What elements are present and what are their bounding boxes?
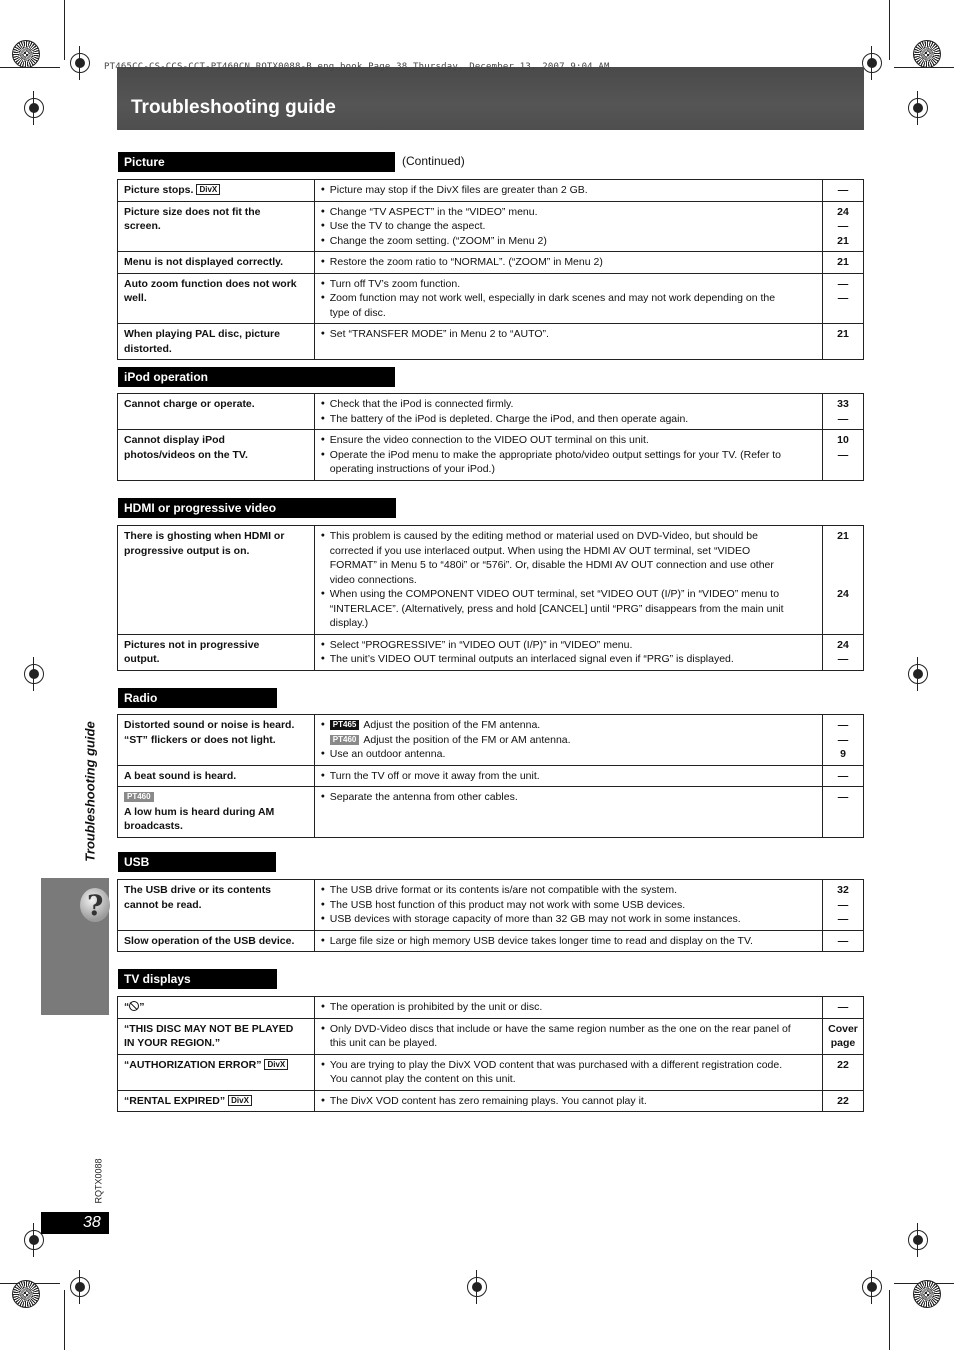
solution-text: display.) bbox=[329, 617, 369, 629]
solution-cell bbox=[314, 180, 822, 202]
section-header: Radio bbox=[118, 688, 277, 708]
page-ref bbox=[825, 544, 861, 559]
symptom-cell bbox=[118, 715, 315, 766]
page-ref-cell bbox=[823, 765, 864, 787]
page-ref-cell bbox=[822, 997, 863, 1019]
solution-line bbox=[321, 277, 816, 292]
page-ref: 24 bbox=[837, 588, 849, 600]
solution-text: “INTERLACE”. (Alternatively, press and hold [CANCEL] until “PRG” disappears from the main unit bbox=[329, 602, 784, 615]
solution-text: corrected if you use interlaced output. When using the HDMI AV OUT terminal, set “VIDEO bbox=[329, 544, 751, 557]
symptom-text: “AUTHORIZATION ERROR” bbox=[124, 1058, 262, 1071]
page-ref: 22 bbox=[837, 1094, 849, 1107]
page-ref-cell bbox=[823, 715, 864, 766]
symptom-cell bbox=[118, 252, 315, 274]
section-header: Picture bbox=[118, 152, 395, 172]
solution-line bbox=[321, 255, 816, 270]
solution-cell bbox=[314, 1054, 822, 1090]
registration-target-icon bbox=[70, 53, 90, 73]
solution-cell bbox=[314, 394, 822, 430]
symptom-text: There is ghosting when HDMI or bbox=[124, 530, 285, 542]
solution-text: Change “TV ASPECT” in the “VIDEO” menu. bbox=[329, 205, 538, 218]
symptom-text: “ST” flickers or does not light. bbox=[124, 733, 276, 746]
symptom-text: “RENTAL EXPIRED” bbox=[124, 1094, 226, 1107]
page-ref: — bbox=[837, 898, 849, 911]
page-ref-cell bbox=[823, 430, 864, 481]
symptom-text: Pictures not in progressive bbox=[124, 638, 260, 651]
solution-text: The USB host function of this product may not work with some USB devices. bbox=[329, 898, 686, 911]
page-ref: — bbox=[837, 769, 849, 782]
section-header: TV displays bbox=[118, 969, 277, 989]
symptom-text: photos/videos on the TV. bbox=[124, 448, 248, 461]
troubleshooting-table bbox=[117, 179, 864, 360]
symptom-text: The USB drive or its contents bbox=[124, 884, 272, 896]
page-ref: — bbox=[837, 184, 849, 196]
solution-line bbox=[321, 573, 816, 588]
solution-line bbox=[321, 1022, 816, 1037]
symptom-cell bbox=[118, 765, 315, 787]
registration-target-icon bbox=[862, 1277, 882, 1297]
solution-line bbox=[321, 587, 816, 602]
page-ref: — bbox=[837, 913, 849, 925]
symptom-text: “THIS DISC MAY NOT BE PLAYED bbox=[124, 1022, 294, 1035]
solution-text: Use an outdoor antenna. bbox=[329, 748, 446, 760]
registration-target-icon bbox=[908, 664, 928, 684]
page-ref: — bbox=[837, 412, 849, 425]
symptom-cell bbox=[118, 880, 315, 931]
table-row bbox=[118, 1054, 864, 1090]
symptom-text: output. bbox=[124, 653, 160, 665]
solution-line bbox=[321, 433, 816, 448]
question-mark-icon: ? bbox=[80, 888, 110, 922]
page-ref: 24 bbox=[837, 205, 849, 218]
solution-line bbox=[321, 602, 816, 617]
table-row bbox=[118, 1018, 864, 1054]
symptom-text: screen. bbox=[124, 220, 161, 232]
page-ref-cell bbox=[823, 787, 864, 838]
solution-text: Set “TRANSFER MODE” in Menu 2 to “AUTO”. bbox=[329, 328, 549, 340]
page-ref-cell bbox=[822, 1018, 863, 1054]
page-ref-cell bbox=[823, 634, 864, 670]
solution-cell bbox=[314, 765, 822, 787]
troubleshooting-table bbox=[117, 996, 864, 1112]
page-ref: 10 bbox=[837, 434, 849, 446]
page-title: Troubleshooting guide bbox=[131, 97, 336, 118]
table-row bbox=[118, 430, 864, 481]
page-ref-cell bbox=[823, 273, 864, 324]
symptom-text: Auto zoom function does not work bbox=[124, 277, 297, 290]
page-ref-cell bbox=[823, 180, 864, 202]
solution-line bbox=[321, 412, 816, 427]
solution-line bbox=[321, 205, 816, 220]
solution-line bbox=[321, 733, 816, 748]
symptom-cell bbox=[118, 430, 315, 481]
solution-cell bbox=[314, 715, 822, 766]
symptom-text: “ bbox=[124, 1001, 130, 1013]
table-row bbox=[118, 634, 864, 670]
troubleshooting-table bbox=[117, 525, 864, 671]
solution-line bbox=[321, 652, 816, 667]
solution-text: type of disc. bbox=[329, 306, 386, 319]
page-ref-cell bbox=[823, 880, 864, 931]
registration-starburst-icon bbox=[12, 1280, 40, 1308]
title-band bbox=[117, 67, 864, 130]
page-ref: 21 bbox=[837, 256, 849, 268]
page-ref-cell bbox=[822, 1054, 863, 1090]
page-ref-cell bbox=[823, 526, 864, 635]
solution-line bbox=[321, 718, 816, 733]
solution-line bbox=[321, 558, 816, 573]
page-ref: — bbox=[837, 719, 849, 731]
solution-text: USB devices with storage capacity of more than 32 GB may not work in some instances. bbox=[329, 913, 741, 925]
solution-cell bbox=[314, 273, 822, 324]
table-row bbox=[118, 201, 864, 252]
table-row bbox=[118, 1090, 864, 1112]
symptom-cell bbox=[118, 634, 315, 670]
table-row bbox=[118, 880, 864, 931]
symptom-cell bbox=[118, 1054, 315, 1090]
symptom-cell bbox=[118, 324, 315, 360]
registration-target-icon bbox=[24, 664, 44, 684]
registration-target-icon bbox=[908, 98, 928, 118]
page-ref: 21 bbox=[837, 234, 849, 247]
doc-code: RQTX0088 bbox=[93, 1158, 104, 1204]
symptom-text: broadcasts. bbox=[124, 820, 183, 832]
solution-cell bbox=[314, 430, 822, 481]
continued-note: (Continued) bbox=[402, 154, 465, 168]
solution-line bbox=[321, 912, 816, 927]
solution-text: Select “PROGRESSIVE” in “VIDEO OUT (I/P)” in “VIDEO” menu. bbox=[329, 638, 633, 651]
symptom-text: Menu is not displayed correctly. bbox=[124, 256, 284, 268]
symptom-cell bbox=[118, 1018, 315, 1054]
solution-text: Change the zoom setting. (“ZOOM” in Menu 2) bbox=[329, 234, 547, 247]
symptom-text: Cannot display iPod bbox=[124, 434, 225, 446]
table-row bbox=[118, 787, 864, 838]
solution-cell bbox=[314, 1018, 822, 1054]
page-ref-cell bbox=[823, 930, 864, 952]
troubleshooting-table bbox=[117, 879, 864, 952]
solution-text: Operate the iPod menu to make the appropriate photo/video output settings for your TV. (Refer to bbox=[329, 448, 781, 461]
page-ref-cell bbox=[823, 201, 864, 252]
registration-starburst-icon bbox=[913, 1280, 941, 1308]
solution-line bbox=[321, 883, 816, 898]
solution-line bbox=[321, 616, 816, 631]
table-row bbox=[118, 252, 864, 274]
solution-text: Large file size or high memory USB device takes longer time to read and display on the TV. bbox=[329, 934, 753, 947]
solution-cell bbox=[314, 634, 822, 670]
solution-line bbox=[321, 306, 816, 321]
solution-line bbox=[321, 769, 816, 784]
symptom-text: ” bbox=[139, 1001, 145, 1013]
solution-line bbox=[321, 291, 816, 306]
solution-cell bbox=[314, 324, 822, 360]
solution-line bbox=[321, 1072, 816, 1087]
table-row bbox=[118, 526, 864, 635]
solution-text: Check that the iPod is connected firmly. bbox=[329, 398, 514, 410]
page-ref: page bbox=[830, 1037, 856, 1049]
registration-target-icon bbox=[467, 1277, 487, 1297]
solution-line bbox=[321, 638, 816, 653]
solution-line bbox=[321, 1058, 816, 1073]
solution-text: The USB drive format or its contents is/are not compatible with the system. bbox=[329, 884, 677, 896]
solution-line bbox=[321, 183, 816, 198]
solution-text: Restore the zoom ratio to “NORMAL”. (“ZOOM” in Menu 2) bbox=[329, 256, 603, 268]
divx-badge: DivX bbox=[196, 184, 220, 195]
solution-text: Adjust the position of the FM antenna. bbox=[363, 719, 541, 731]
solution-line bbox=[321, 747, 816, 762]
page-ref: — bbox=[837, 277, 849, 290]
symptom-text: Cannot charge or operate. bbox=[124, 398, 255, 410]
solution-text: operating instructions of your iPod.) bbox=[329, 463, 495, 475]
solution-text: Use the TV to change the aspect. bbox=[329, 220, 486, 232]
symptom-cell bbox=[118, 930, 315, 952]
solution-text: Separate the antenna from other cables. bbox=[329, 791, 518, 803]
model-badge: PT465 bbox=[330, 720, 360, 730]
registration-starburst-icon bbox=[12, 40, 40, 68]
registration-target-icon bbox=[862, 53, 882, 73]
divx-badge: DivX bbox=[228, 1095, 252, 1106]
table-row bbox=[118, 765, 864, 787]
symptom-text: Distorted sound or noise is heard. bbox=[124, 719, 295, 731]
solution-cell bbox=[314, 880, 822, 931]
section-header: USB bbox=[118, 852, 276, 872]
solution-text: The unit’s VIDEO OUT terminal outputs an interlaced signal even if “PRG” is displayed. bbox=[329, 653, 734, 665]
table-row bbox=[118, 715, 864, 766]
symptom-text: IN YOUR REGION.” bbox=[124, 1037, 221, 1049]
solution-line bbox=[321, 448, 816, 463]
solution-line bbox=[321, 462, 816, 477]
table-row bbox=[118, 324, 864, 360]
symptom-text: Slow operation of the USB device. bbox=[124, 934, 295, 947]
solution-line bbox=[321, 1000, 816, 1015]
page-ref: — bbox=[837, 292, 849, 304]
solution-text: Picture may stop if the DivX files are greater than 2 GB. bbox=[329, 184, 588, 196]
prohibited-icon bbox=[129, 1001, 139, 1011]
solution-line bbox=[321, 934, 816, 949]
model-badge: PT460 bbox=[330, 735, 360, 745]
registration-starburst-icon bbox=[913, 40, 941, 68]
page-ref: — bbox=[837, 220, 849, 232]
model-badge: PT460 bbox=[124, 792, 154, 802]
side-label: Troubleshooting guide bbox=[82, 721, 98, 862]
table-row bbox=[118, 997, 864, 1019]
symptom-text: progressive output is on. bbox=[124, 544, 250, 557]
table-row bbox=[118, 930, 864, 952]
solution-line bbox=[321, 1036, 816, 1051]
page-ref: — bbox=[837, 791, 849, 803]
symptom-text: cannot be read. bbox=[124, 898, 202, 911]
page-ref-cell bbox=[823, 394, 864, 430]
solution-text: Zoom function may not work well, especially in dark scenes and may not work depending on the bbox=[329, 292, 776, 304]
table-row bbox=[118, 180, 864, 202]
symptom-text: Picture size does not fit the bbox=[124, 205, 261, 218]
solution-text: The operation is prohibited by the unit or disc. bbox=[329, 1001, 543, 1013]
solution-text: Turn off TV’s zoom function. bbox=[329, 277, 461, 290]
solution-text: The battery of the iPod is depleted. Charge the iPod, and then operate again. bbox=[329, 412, 689, 425]
page-ref: 32 bbox=[837, 884, 849, 896]
solution-text: Adjust the position of the FM or AM antenna. bbox=[363, 733, 571, 746]
table-row bbox=[118, 394, 864, 430]
solution-text: Ensure the video connection to the VIDEO OUT terminal on this unit. bbox=[329, 434, 649, 446]
page-ref: — bbox=[837, 448, 849, 461]
troubleshooting-table bbox=[117, 393, 864, 481]
symptom-cell bbox=[118, 201, 315, 252]
solution-line bbox=[321, 397, 816, 412]
solution-line bbox=[321, 544, 816, 559]
solution-text: You cannot play the content on this unit. bbox=[329, 1073, 516, 1085]
solution-text: When using the COMPONENT VIDEO OUT terminal, set “VIDEO OUT (I/P)” in “VIDEO” menu to bbox=[329, 588, 780, 600]
symptom-text: Picture stops. bbox=[124, 184, 194, 196]
solution-text: video connections. bbox=[329, 573, 417, 586]
solution-text: Turn the TV off or move it away from the unit. bbox=[329, 769, 540, 782]
file-header: PT465CC-CS-CCS-CCT-PT460CN_RQTX0088-B_eng.book Page 38 Thursday, December 13, 2007 9:04 AM bbox=[104, 62, 610, 72]
solution-cell bbox=[314, 997, 822, 1019]
solution-cell bbox=[314, 526, 822, 635]
solution-line bbox=[321, 898, 816, 913]
symptom-cell bbox=[118, 787, 315, 838]
page-ref: 21 bbox=[837, 328, 849, 340]
registration-target-icon bbox=[24, 98, 44, 118]
page-ref: 33 bbox=[837, 398, 849, 410]
registration-target-icon bbox=[70, 1277, 90, 1297]
solution-line bbox=[321, 234, 816, 249]
symptom-cell bbox=[118, 180, 315, 202]
solution-cell bbox=[314, 930, 822, 952]
solution-line bbox=[321, 219, 816, 234]
registration-target-icon bbox=[908, 1230, 928, 1250]
page-ref-cell bbox=[822, 1090, 863, 1112]
solution-line bbox=[321, 1094, 816, 1109]
symptom-text: When playing PAL disc, picture bbox=[124, 328, 280, 340]
page-ref: — bbox=[837, 733, 849, 746]
solution-text: This problem is caused by the editing method or material used on DVD-Video, but should be bbox=[329, 530, 758, 542]
symptom-cell bbox=[118, 394, 315, 430]
section-header: iPod operation bbox=[118, 367, 395, 387]
symptom-cell bbox=[118, 526, 315, 635]
troubleshooting-table bbox=[117, 714, 864, 838]
page-number: 38 bbox=[41, 1212, 109, 1234]
solution-text: FORMAT” in Menu 5 to “480i” or “576i”. Or, disable the HDMI AV OUT connection and use other bbox=[329, 559, 774, 571]
symptom-cell bbox=[118, 997, 315, 1019]
solution-text: Only DVD-Video discs that include or have the same region number as the one on the rear panel of bbox=[329, 1022, 791, 1035]
page-ref bbox=[825, 573, 861, 588]
solution-line bbox=[321, 529, 816, 544]
divx-badge: DivX bbox=[264, 1059, 288, 1070]
symptom-cell bbox=[118, 1090, 315, 1112]
page-ref: 22 bbox=[837, 1058, 849, 1071]
solution-cell bbox=[314, 1090, 822, 1112]
page-ref: 9 bbox=[840, 748, 846, 760]
section-header: HDMI or progressive video bbox=[118, 498, 396, 518]
page-ref: Cover bbox=[828, 1022, 858, 1035]
symptom-cell bbox=[118, 273, 315, 324]
page-ref: 21 bbox=[837, 530, 849, 542]
page-ref: 24 bbox=[837, 638, 849, 651]
symptom-text: A beat sound is heard. bbox=[124, 769, 237, 782]
solution-cell bbox=[314, 201, 822, 252]
solution-text: this unit can be played. bbox=[329, 1037, 438, 1049]
page-ref: — bbox=[837, 1001, 849, 1013]
table-row bbox=[118, 273, 864, 324]
page-ref: — bbox=[837, 653, 849, 665]
page-ref bbox=[825, 558, 861, 573]
page-ref-cell bbox=[823, 252, 864, 274]
solution-text: The DivX VOD content has zero remaining plays. You cannot play it. bbox=[329, 1094, 647, 1107]
page-ref: — bbox=[837, 934, 849, 947]
solution-text: You are trying to play the DivX VOD content that was purchased with a different registration code. bbox=[329, 1058, 783, 1071]
symptom-text: well. bbox=[124, 292, 147, 304]
solution-line bbox=[321, 790, 816, 805]
solution-cell bbox=[314, 787, 822, 838]
symptom-text: A low hum is heard during AM bbox=[124, 805, 275, 818]
symptom-text: distorted. bbox=[124, 342, 172, 355]
solution-cell bbox=[314, 252, 822, 274]
solution-line bbox=[321, 327, 816, 342]
page-ref-cell bbox=[823, 324, 864, 360]
